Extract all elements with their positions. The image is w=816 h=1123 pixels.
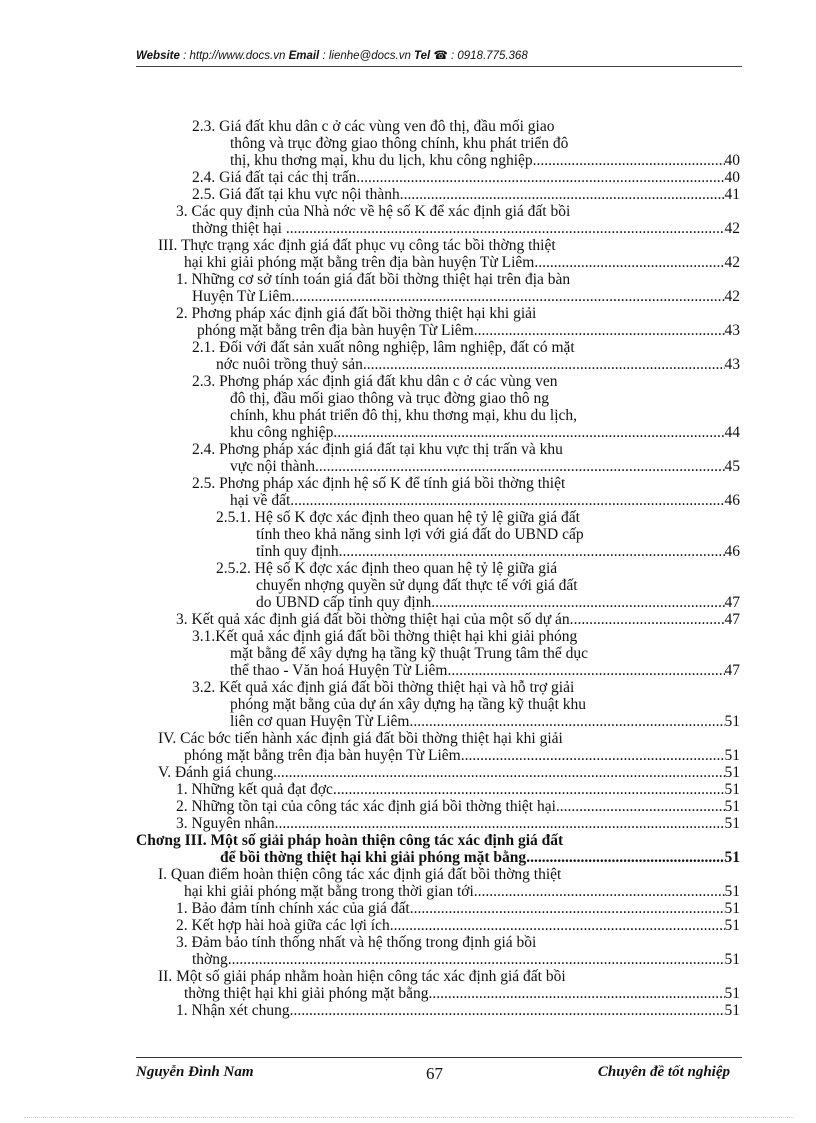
- toc-entry-text: 2. Kết hợp hài hoà giữa các lợi ích.: [176, 917, 394, 934]
- toc-entry: [197, 322, 740, 339]
- toc-entry-text: III. Thực trạng xác định giá đất phục vụ công tác bồi thờng thiệt: [158, 237, 556, 254]
- toc-entry-text: thị, khu thơng mại, khu du lịch, khu công nghiệp.: [230, 152, 537, 169]
- toc-entry-text: thờng thiệt hại khi giải phóng mặt bằng: [184, 985, 429, 1002]
- toc-entry: [176, 900, 740, 917]
- toc-entry-text: 2. Phơng pháp xác định giá đất bồi thờng thiệt hại khi giải: [176, 305, 537, 322]
- toc-page-number: 51: [724, 951, 740, 968]
- dot-leader: [410, 900, 725, 917]
- footer-subtitle: Chuyên đề tốt nghiệp: [597, 1064, 730, 1080]
- toc-entry: [184, 254, 740, 271]
- email-value: : lienhe@docs.vn: [322, 50, 411, 62]
- toc-entry-line: [192, 373, 557, 390]
- toc-entry: [192, 951, 740, 968]
- toc-page-number: 46: [724, 543, 740, 560]
- dot-leader: [560, 798, 725, 815]
- toc-page-number: 51: [724, 798, 740, 815]
- toc-page-number: 51: [724, 815, 740, 832]
- toc-entry: [230, 662, 740, 679]
- toc-entry: [184, 883, 740, 900]
- toc-entry-text: thờng thiệt hại .: [192, 220, 290, 237]
- toc-entry-text: liên cơ quan Huyện Từ Liêm: [230, 713, 410, 730]
- toc-entry-text: phóng mặt bằng trên địa bàn huyện Từ Liêm.: [184, 747, 465, 764]
- toc-entry-line: [216, 560, 557, 577]
- toc-entry-text: IV. Các bớc tiến hành xác định giá đất bồi thờng thiệt hại khi giải: [158, 730, 563, 747]
- toc-page-number: 51: [724, 764, 740, 781]
- toc-entry-text: nớc nuôi trồng thuỷ sản: [216, 356, 363, 373]
- footer-divider: [136, 1057, 742, 1058]
- toc-page-number: 51: [724, 985, 740, 1002]
- toc-page-number: 42: [724, 288, 740, 305]
- dot-leader: [451, 662, 724, 679]
- tel-label: Tel: [414, 50, 431, 62]
- dot-leader: [360, 169, 724, 186]
- toc-entry-text: Huyện Từ Liêm: [192, 288, 292, 305]
- dot-leader: [435, 594, 724, 611]
- toc-entry: [220, 849, 740, 866]
- dot-leader: [538, 254, 724, 271]
- toc-entry: [176, 798, 740, 815]
- toc-entry-text: hại khi giải phóng mặt bằng trong thời gian tới.: [184, 883, 478, 900]
- toc-entry-text: tỉnh quy định.: [256, 543, 343, 560]
- toc-entry: [192, 288, 740, 305]
- toc-entry-line: [192, 679, 574, 696]
- toc-page-number: 42: [724, 220, 740, 237]
- dot-leader: [343, 543, 725, 560]
- dot-leader: [409, 713, 724, 730]
- toc-entry-text: khu công nghiệp.: [230, 424, 338, 441]
- toc-page-number: 47: [724, 611, 740, 628]
- toc-entry-text: đô thị, đầu mối giao thông và trục đờng giao thô ng: [230, 390, 550, 407]
- toc-entry-line: [176, 934, 536, 951]
- toc-page-number: 46: [724, 492, 740, 509]
- toc-entry-line: [176, 203, 570, 220]
- toc-page-number: 51: [724, 747, 740, 764]
- toc-entry-text: II. Một số giải pháp nhằm hoàn hiện công tác xác định giá đất bồi: [158, 968, 566, 985]
- toc-entry: [176, 1002, 740, 1019]
- toc-entry: [176, 781, 740, 798]
- toc-page-number: 51: [724, 900, 740, 917]
- toc-entry-text: mặt bằng để xây dựng hạ tầng kỹ thuật Trung tâm thể dục: [230, 645, 588, 662]
- toc-entry-line: [158, 866, 561, 883]
- footer-author: Nguyễn Đình Nam: [136, 1064, 254, 1080]
- toc-entry-text: 2.3. Giá đất khu dân c ở các vùng ven đô thị, đầu mối giao: [192, 118, 555, 135]
- header-divider: [136, 66, 742, 67]
- toc-entry: [216, 356, 740, 373]
- toc-entry-text: 3. Kết quả xác định giá đất bồi thờng thiệt hại của một số dự án.: [176, 611, 574, 628]
- toc-entry: [176, 815, 740, 832]
- toc-entry: [256, 543, 740, 560]
- toc-entry-text: 1. Những kết quả đạt đợc.: [176, 781, 337, 798]
- toc-page-number: 43: [724, 356, 740, 373]
- toc-entry-text: thể thao - Văn hoá Huyện Từ Liêm.: [230, 662, 452, 679]
- toc-page-number: 51: [724, 849, 740, 866]
- toc-entry-line: [176, 271, 570, 288]
- toc-entry-text: 2.4. Phơng pháp xác định giá đất tại khu vực thị trấn và khu: [192, 441, 563, 458]
- toc-entry: [176, 611, 740, 628]
- dot-leader: [290, 220, 725, 237]
- toc-page-number: 42: [724, 254, 740, 271]
- toc-entry-text: I. Quan điểm hoàn thiện công tác xác định giá đất bồi thờng thiệt: [158, 866, 562, 883]
- toc-entry-text: 3.2. Kết quả xác định giá đất bồi thờng thiệt hại và hỗ trợ giải: [192, 679, 575, 696]
- dot-leader: [232, 951, 725, 968]
- dot-leader: [465, 747, 725, 764]
- toc-entry-line: [158, 237, 556, 254]
- toc-entry: [230, 424, 740, 441]
- toc-entry-line: [230, 407, 577, 424]
- dot-leader: [574, 611, 725, 628]
- toc-entry-text: 3.1.Kết quả xác định giá đất bồi thờng thiệt hại khi giải phóng: [192, 628, 578, 645]
- toc-entry-line: [216, 509, 580, 526]
- toc-page-number: 45: [724, 458, 740, 475]
- toc-entry-text: để bồi thờng thiệt hại khi giải phóng mặt bằng: [220, 849, 527, 866]
- toc-page-number: 43: [724, 322, 740, 339]
- toc-entry-text: 2.4. Giá đất tại các thị trấn.: [192, 169, 361, 186]
- dot-leader: [526, 849, 724, 866]
- toc-entry-text: tính theo khả năng sinh lợi với giá đất do UBND cấp: [256, 526, 584, 543]
- dot-leader: [478, 883, 725, 900]
- dot-leader: [363, 356, 725, 373]
- dot-leader: [319, 458, 725, 475]
- toc-entry: [230, 492, 740, 509]
- website-value: : http://www.docs.vn: [183, 50, 286, 62]
- toc-entry-line: [230, 645, 588, 662]
- toc-entry-text: 2.5.1. Hệ số K đợc xác định theo quan hệ tỷ lệ giữa giá đất: [216, 509, 580, 526]
- dot-leader: [290, 1002, 725, 1019]
- dot-leader: [278, 815, 724, 832]
- toc-entry-text: 1. Những cơ sở tính toán giá đất bồi thờng thiệt hại trên địa bàn: [176, 271, 571, 288]
- toc-entry-text: 2.1. Đối với đất sản xuất nông nghiệp, lâm nghiệp, đất có mặt: [192, 339, 575, 356]
- toc-entry-text: 2.5. Phơng pháp xác định hệ số K để tính giá bồi thờng thiệt: [192, 475, 566, 492]
- dot-leader: [537, 152, 725, 169]
- toc-entry-line: [230, 390, 549, 407]
- toc-entry-line: [136, 832, 563, 849]
- toc-entry: [184, 747, 740, 764]
- toc-page-number: 40: [724, 152, 740, 169]
- toc-entry-text: 3. Đảm bảo tính thống nhất và hệ thống trong định giá bồi: [176, 934, 537, 951]
- toc-entry-text: vực nội thành.: [230, 458, 319, 475]
- toc-page-number: 51: [724, 781, 740, 798]
- toc-page-number: 44: [724, 424, 740, 441]
- website-label: Website: [136, 50, 180, 62]
- toc-entry-text: 2.3. Phơng pháp xác định giá đất khu dân c ở các vùng ven: [192, 373, 558, 390]
- dot-leader: [337, 424, 724, 441]
- toc-entry-line: [192, 628, 577, 645]
- toc-entry-text: thờng.: [192, 951, 232, 968]
- toc-entry-line: [158, 968, 566, 985]
- toc-entry-text: 1. Nhận xét chung: [176, 1002, 290, 1019]
- toc-entry-text: do UBND cấp tỉnh quy định.: [256, 594, 436, 611]
- toc-entry-text: 2.5. Giá đất tại khu vực nội thành.: [192, 186, 404, 203]
- toc-entry: [192, 220, 740, 237]
- toc-entry: [158, 764, 740, 781]
- toc-entry-line: [192, 118, 554, 135]
- dot-leader: [404, 186, 725, 203]
- toc-entry-line: [230, 135, 568, 152]
- dot-leader: [478, 322, 725, 339]
- toc-entry-line: [230, 696, 586, 713]
- toc-entry: [230, 713, 740, 730]
- toc-page-number: 51: [724, 713, 740, 730]
- bottom-border: [24, 1117, 794, 1118]
- toc-page-number: 47: [724, 594, 740, 611]
- phone-icon: ☎: [433, 50, 448, 62]
- toc-entry-text: 3. Các quy định của Nhà nớc về hệ số K để xác định giá đất bồi: [176, 203, 571, 220]
- dot-leader: [291, 288, 724, 305]
- toc-entry-text: hại về đất.: [230, 492, 295, 509]
- toc-page-number: 47: [724, 662, 740, 679]
- page-header: [136, 48, 736, 62]
- toc-entry-text: V. Đánh giá chung: [158, 764, 274, 781]
- toc-entry-text: thông và trục đờng giao thông chính, khu phát triển đô: [230, 135, 569, 152]
- toc-entry: [192, 169, 740, 186]
- footer-page-number: 67: [426, 1064, 443, 1083]
- toc-entry-text: Chơng III. Một số giải pháp hoàn thiện công tác xác định giá đất: [136, 832, 564, 849]
- toc-entry: [184, 985, 740, 1002]
- dot-leader: [337, 781, 725, 798]
- toc-entry-text: 3. Nguyên nhân.: [176, 815, 279, 832]
- toc-page-number: 40: [724, 169, 740, 186]
- toc-entry-text: phóng mặt bằng của dự án xây dựng hạ tầng kỹ thuật khu: [230, 696, 587, 713]
- toc-page-number: 51: [724, 917, 740, 934]
- toc-entry: [230, 458, 740, 475]
- toc-entry: [176, 917, 740, 934]
- email-label: Email: [288, 50, 320, 62]
- dot-leader: [273, 764, 724, 781]
- toc-page-number: 41: [724, 186, 740, 203]
- toc-entry-text: chuyển nhợng quyền sử dụng đất thực tế với giá đất: [256, 577, 578, 594]
- toc-entry-text: chính, khu phát triển đô thị, khu thơng mại, khu du lịch,: [230, 407, 578, 424]
- toc-entry: [230, 152, 740, 169]
- toc-entry-text: 2.5.2. Hệ số K đợc xác định theo quan hệ tỷ lệ giữa giá: [216, 560, 558, 577]
- toc-entry-line: [256, 577, 578, 594]
- toc-entry-line: [176, 305, 536, 322]
- toc-entry-text: 2. Những tồn tại của công tác xác định giá bồi thờng thiệt hại.: [176, 798, 560, 815]
- toc-entry-line: [158, 730, 563, 747]
- dot-leader: [429, 985, 725, 1002]
- toc-entry-line: [192, 475, 565, 492]
- toc-entry-line: [256, 526, 584, 543]
- toc-page-number: 51: [724, 1002, 740, 1019]
- toc-entry-line: [192, 441, 563, 458]
- toc-entry: [192, 186, 740, 203]
- toc-entry: [256, 594, 740, 611]
- toc-entry-text: hại khi giải phóng mặt bằng trên địa bàn huyện Từ Liêm.: [184, 254, 539, 271]
- toc-entry-text: phóng mặt bằng trên địa bàn huyện Từ Liêm.: [197, 322, 478, 339]
- dot-leader: [394, 917, 725, 934]
- dot-leader: [294, 492, 724, 509]
- tel-value: : 0918.775.368: [450, 50, 528, 62]
- toc-page-number: 51: [724, 883, 740, 900]
- toc-entry-line: [192, 339, 575, 356]
- toc-entry-text: 1. Bảo đảm tính chính xác của giá đất: [176, 900, 410, 917]
